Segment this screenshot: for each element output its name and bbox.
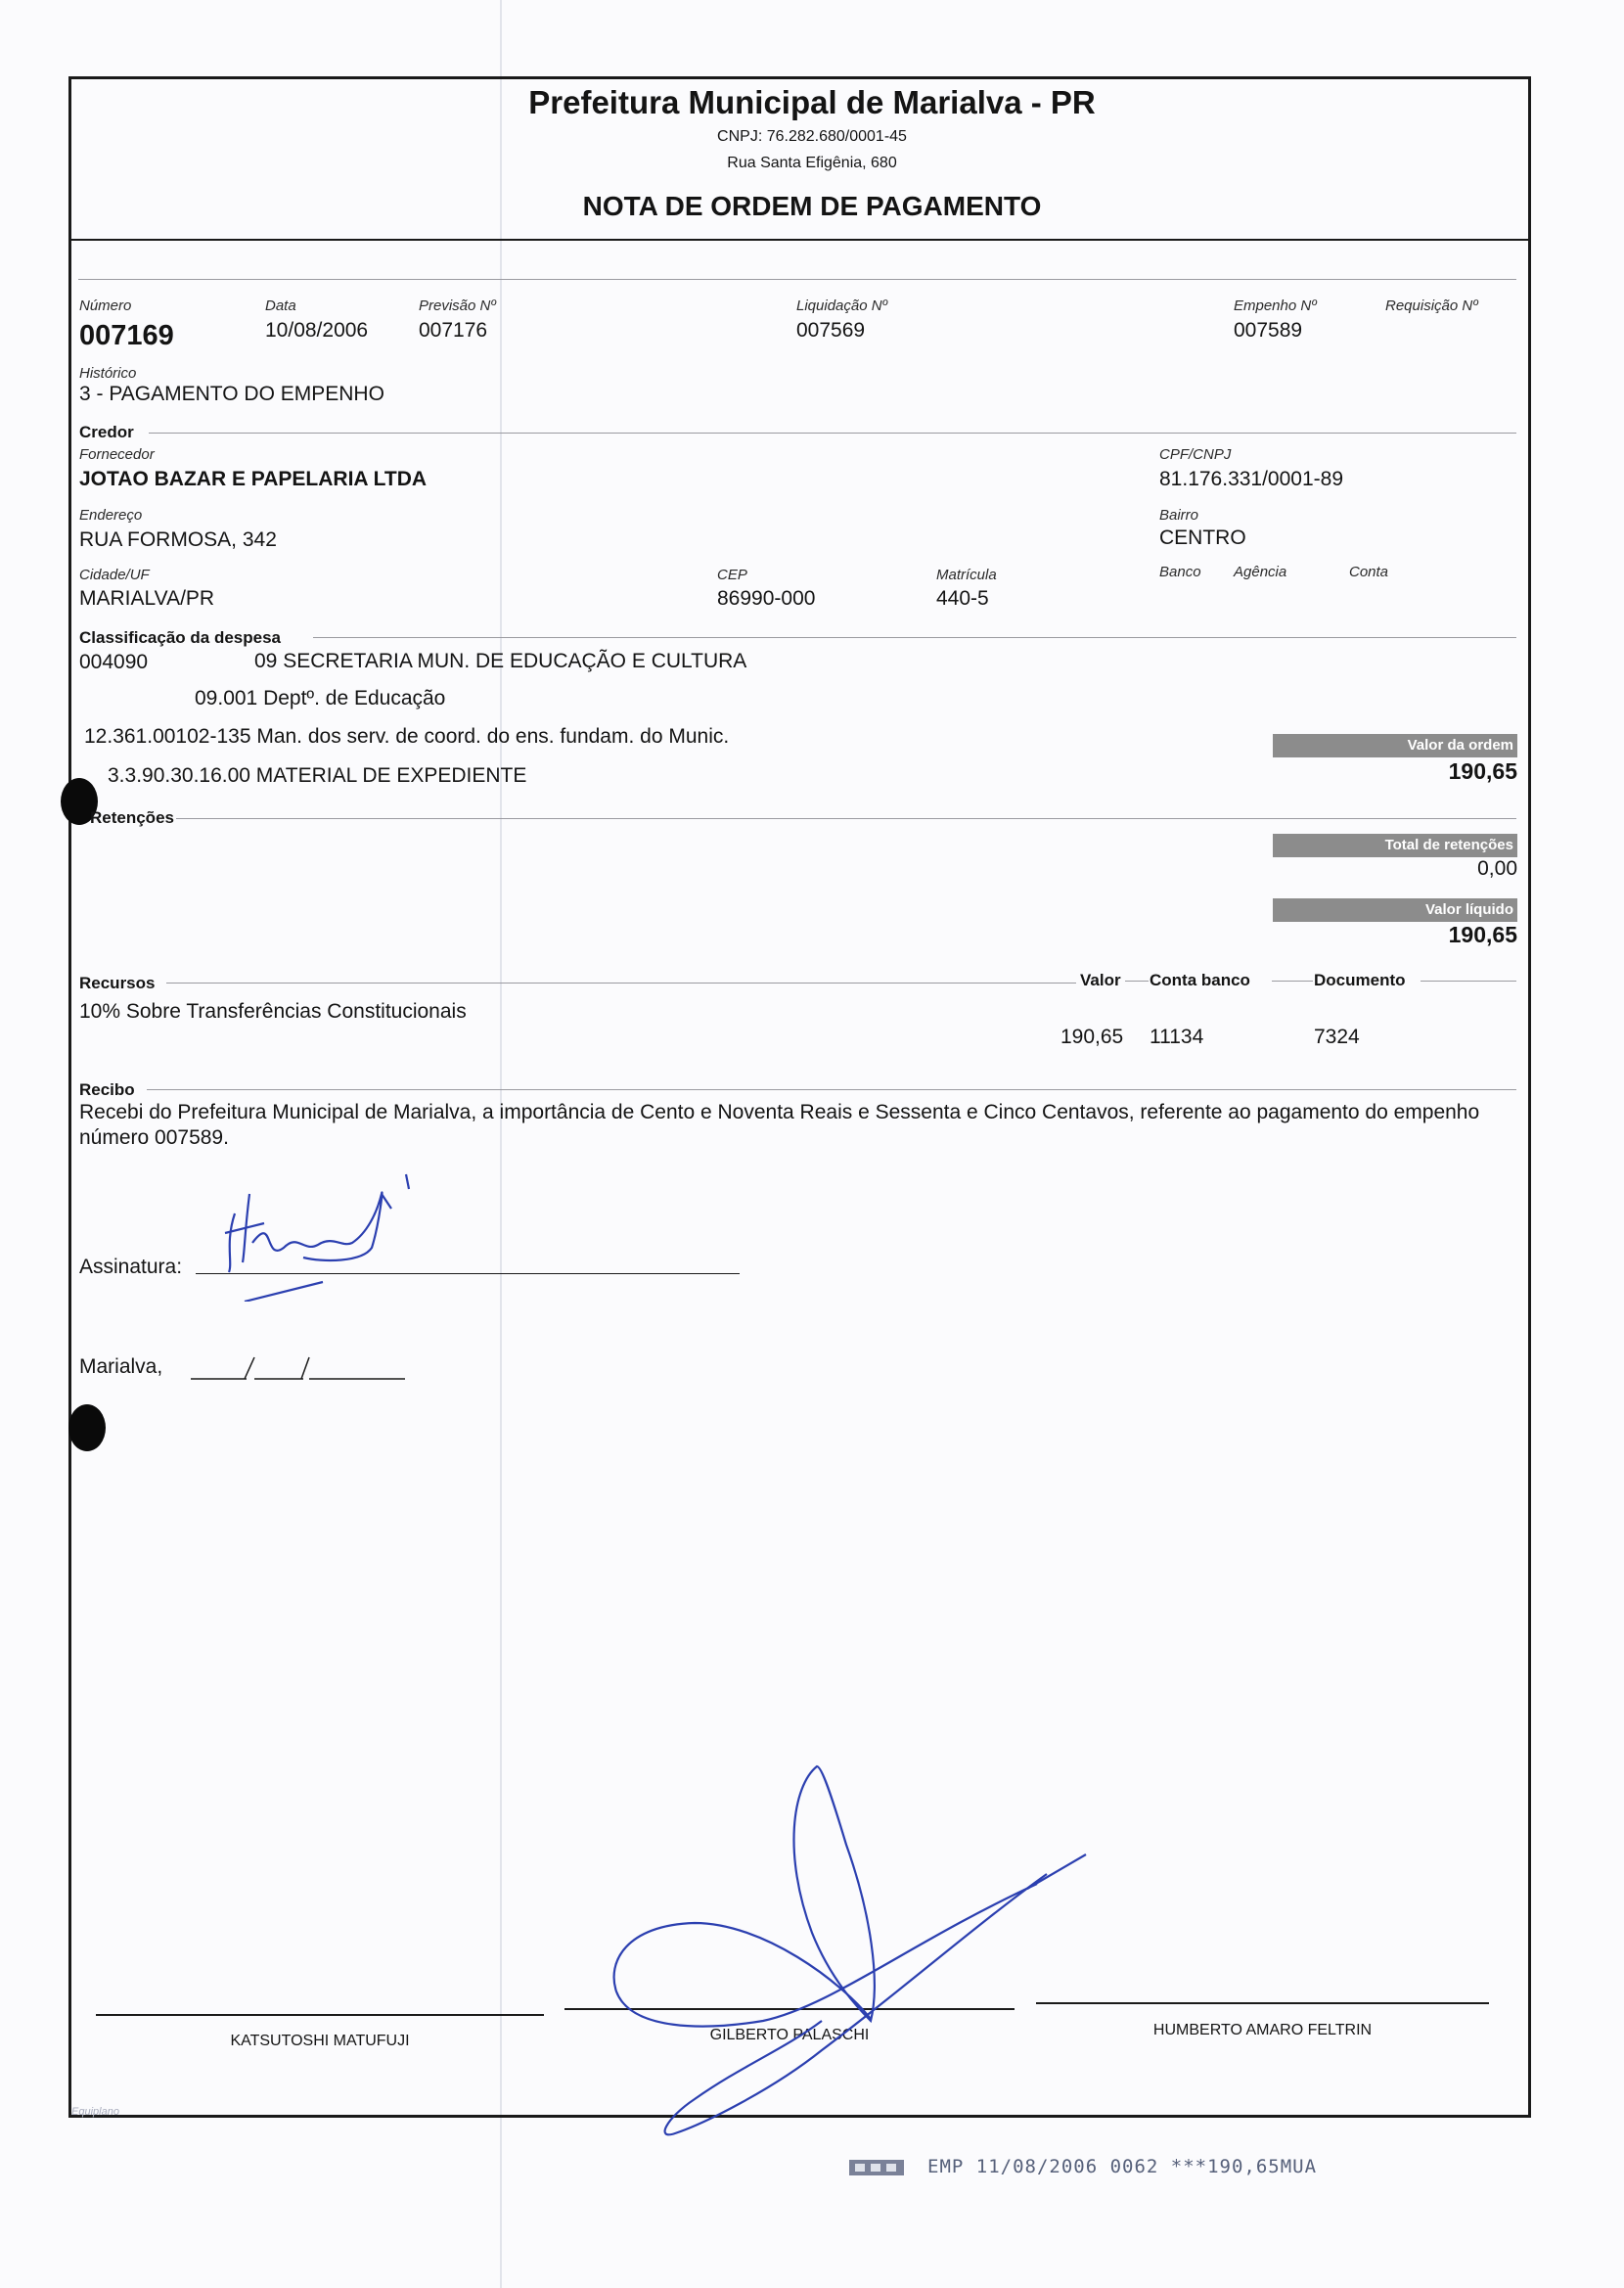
requisicao-label: Requisição Nº	[1385, 297, 1478, 314]
cidade-label: Cidade/UF	[79, 567, 150, 583]
liquidacao-label: Liquidação Nº	[796, 297, 888, 314]
data-label: Data	[265, 297, 296, 314]
banco-label: Banco	[1159, 564, 1201, 580]
recursos-sep-3	[1421, 981, 1516, 982]
document-title: NOTA DE ORDEM DE PAGAMENTO	[582, 191, 1042, 221]
classificacao-line	[313, 637, 1516, 638]
date-blank-lines	[186, 1355, 411, 1383]
fornecedor-label: Fornecedor	[79, 446, 155, 463]
classificacao-heading: Classificação da despesa	[79, 628, 282, 647]
valor-ordem-label: Valor da ordem	[1273, 734, 1517, 757]
empenho-value: 007589	[1234, 319, 1303, 342]
total-retencoes-label: Total de retenções	[1273, 834, 1517, 857]
classificacao-line-1: 09 SECRETARIA MUN. DE EDUCAÇÃO E CULTURA	[254, 650, 747, 672]
cpf-label: CPF/CNPJ	[1159, 446, 1232, 463]
empenho-label: Empenho Nº	[1234, 297, 1317, 314]
signatory-3: HUMBERTO AMARO FELTRIN	[1152, 2022, 1373, 2038]
page-title: Prefeitura Municipal de Marialva - PR	[528, 84, 1096, 120]
retencoes-line	[176, 818, 1516, 819]
punch-hole-bottom	[68, 1404, 106, 1451]
cep-label: CEP	[717, 567, 747, 583]
previsao-value: 007176	[419, 319, 488, 342]
recibo-line	[147, 1089, 1516, 1090]
bairro-value: CENTRO	[1159, 526, 1246, 549]
classificacao-line-4: 3.3.90.30.16.00 MATERIAL DE EXPEDIENTE	[108, 764, 527, 787]
endereco-label: Endereço	[79, 507, 143, 524]
valor-liquido-value: 190,65	[1448, 922, 1517, 947]
cidade-value: MARIALVA/PR	[79, 587, 215, 610]
previsao-label: Previsão Nº	[419, 297, 496, 314]
retencoes-heading: Retenções	[90, 808, 174, 827]
classificacao-line-2: 09.001 Deptº. de Educação	[195, 687, 446, 709]
recursos-valor-label: Valor	[1080, 971, 1121, 989]
recursos-conta-label: Conta banco	[1150, 971, 1250, 989]
endereco-value: RUA FORMOSA, 342	[79, 528, 277, 551]
cep-value: 86990-000	[717, 587, 816, 610]
historico-value: 3 - PAGAMENTO DO EMPENHO	[79, 383, 384, 405]
fornecedor-value: JOTAO BAZAR E PAPELARIA LTDA	[79, 468, 428, 490]
local-data-label: Marialva,	[79, 1355, 163, 1378]
recibo-text: Recebi do Prefeitura Municipal de Marialva, a importância de Cento e Noventa Reais e Sessenta e Cinco Centavos, referente ao pagamento do empenho número 007589.	[79, 1101, 1480, 1149]
matricula-label: Matrícula	[936, 567, 997, 583]
signatory-2: GILBERTO PALASCHI	[709, 2027, 870, 2043]
agencia-label: Agência	[1234, 564, 1287, 580]
bairro-label: Bairro	[1159, 507, 1199, 524]
assinatura-label: Assinatura:	[79, 1256, 183, 1278]
recursos-sep-1	[1125, 981, 1149, 982]
recursos-documento: 7324	[1314, 1026, 1360, 1048]
software-label: Equiplano	[71, 2106, 119, 2118]
signature-line-1	[96, 2014, 544, 2016]
total-retencoes-value: 0,00	[1477, 857, 1517, 880]
recursos-conta: 11134	[1150, 1026, 1204, 1048]
valor-liquido-label: Valor líquido	[1273, 898, 1517, 922]
classificacao-line-3: 12.361.00102-135 Man. dos serv. de coord. do ens. fundam. do Munic.	[84, 725, 730, 748]
historico-label: Histórico	[79, 365, 137, 382]
matricula-value: 440-5	[936, 587, 989, 610]
bank-stamp: EMP 11/08/2006 0062 ***190,65MUA	[927, 2156, 1318, 2177]
recursos-valor: 190,65	[1060, 1026, 1124, 1048]
handwritten-signature	[587, 1757, 1105, 2148]
recursos-line	[166, 983, 1076, 984]
order-top-line	[78, 279, 1516, 280]
bank-logo-icon	[847, 2156, 908, 2179]
credor-line	[149, 433, 1516, 434]
liquidacao-value: 007569	[796, 319, 866, 342]
numero-value: 007169	[79, 320, 174, 351]
valor-ordem-value: 190,65	[1448, 758, 1517, 784]
classificacao-code: 004090	[79, 651, 149, 673]
address-text: Rua Santa Efigênia, 680	[727, 155, 897, 171]
recursos-documento-label: Documento	[1314, 971, 1406, 989]
conta-label: Conta	[1349, 564, 1389, 580]
credor-heading: Credor	[79, 423, 134, 441]
recibo-heading: Recibo	[79, 1080, 135, 1099]
data-value: 10/08/2006	[265, 319, 369, 342]
numero-label: Número	[79, 297, 132, 314]
cnpj-text: CNPJ: 76.282.680/0001-45	[717, 128, 907, 145]
header-divider	[68, 239, 1531, 241]
recursos-descricao: 10% Sobre Transferências Constitucionais	[79, 1000, 467, 1023]
recibo-signature	[205, 1155, 421, 1302]
cpf-value: 81.176.331/0001-89	[1159, 468, 1344, 490]
signatory-1: KATSUTOSHI MATUFUJI	[230, 2033, 410, 2049]
recursos-heading: Recursos	[79, 974, 156, 992]
recursos-sep-2	[1272, 981, 1313, 982]
